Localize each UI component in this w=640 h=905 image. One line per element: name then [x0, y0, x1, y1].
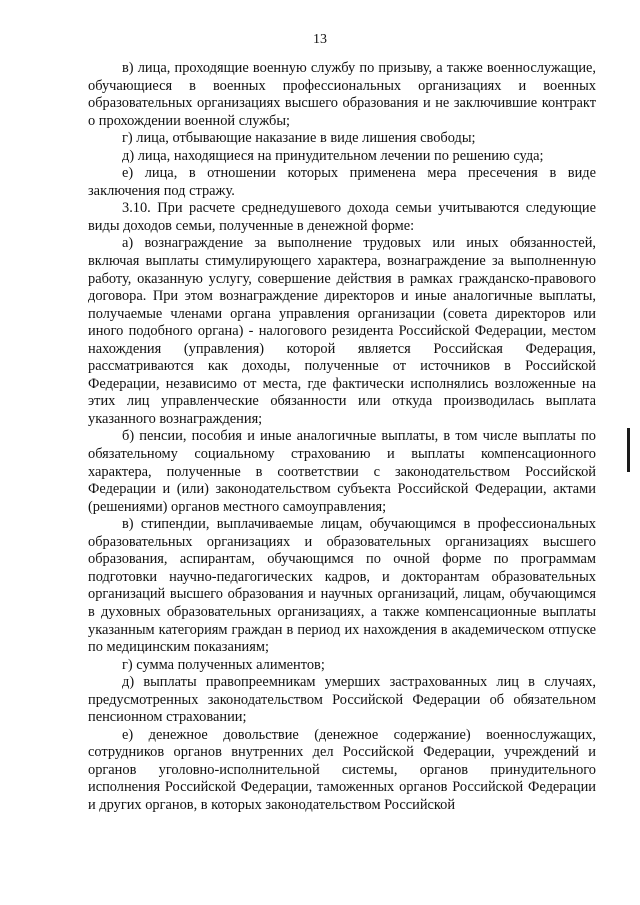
- paragraph-3-9-d: д) лица, находящиеся на принудительном лечении по решению суда;: [122, 147, 544, 164]
- paragraph-3-10-a: а) вознаграждение за выполнение трудовых или иных обязанностей, включая выплаты стимулирующего характера, вознаграждение за выполненную работу, оказанную услугу, совершение действия в рамках гражданско-правового договора. При этом вознаграждение директоров и иные аналогичные выплаты, получаемые членами органа управления организации (совета директоров или иного подобного органа) - налогового резидента Российской Федерации, местом нахождения (управления) которой является Российская Федерация, рассматриваются как доходы, полученные от источников в Российской Федерации, независимо от места, где фактически исполнялись возложенные на этих лиц управленческие обязанности или откуда производилась выплата указанного вознаграждения;: [88, 235, 596, 427]
- page-number: 13: [313, 32, 327, 47]
- paragraph-3-10-e: е) денежное довольствие (денежное содержание) военнослужащих, сотрудников органов внутренних дел Российской Федерации, учреждений и органов уголовно-исполнительной системы, органов принудительного исполнения Российской Федерации, таможенных органов Российской Федерации и других органов, в которых законодательством Российской: [88, 726, 596, 813]
- paragraph-3-9-e: е) лица, в отношении которых применена мера пресечения в виде заключения под стражу.: [88, 165, 596, 199]
- margin-binding-mark: [627, 428, 630, 472]
- paragraph-3-10: 3.10. При расчете среднедушевого дохода семьи учитываются следующие виды доходов семьи, полученные в денежной форме:: [88, 200, 596, 234]
- paragraph-3-10-v: в) стипендии, выплачиваемые лицам, обучающимся в профессиональных образовательных организациях и образовательных организациях высшего образования, аспирантам, обучающимся по очной форме по программам подготовки научно-педагогических кадров, и докторантам образовательных организаций высшего образования и научных организаций, лицам, обучающимся в духовных образовательных организациях, а также компенсационные выплаты указанным категориям граждан в период их нахождения в академическом отпуске по медицинским показаниям;: [88, 516, 596, 656]
- paragraph-3-9-v: в) лица, проходящие военную службу по призыву, а также военнослужащие, обучающиеся в военных профессиональных организациях и военных образовательных организациях высшего образования и не заключившие контракт о прохождении военной службы;: [88, 60, 596, 129]
- paragraph-3-9-g: г) лица, отбывающие наказание в виде лишения свободы;: [122, 130, 476, 147]
- paragraph-3-10-g: г) сумма полученных алиментов;: [122, 656, 325, 673]
- paragraph-3-10-b: б) пенсии, пособия и иные аналогичные выплаты, в том числе выплаты по обязательному социальному страхованию и выплаты компенсационного характера, полученные в соответствии с законодательством Российской Федерации и (или) законодательством субъекта Российской Федерации, актами (решениями) органов местного самоуправления;: [88, 428, 596, 515]
- paragraph-3-10-d: д) выплаты правопреемникам умерших застрахованных лиц в случаях, предусмотренных законодательством Российской Федерации об обязательном пенсионном страховании;: [88, 674, 596, 726]
- document-body: [88, 60, 596, 815]
